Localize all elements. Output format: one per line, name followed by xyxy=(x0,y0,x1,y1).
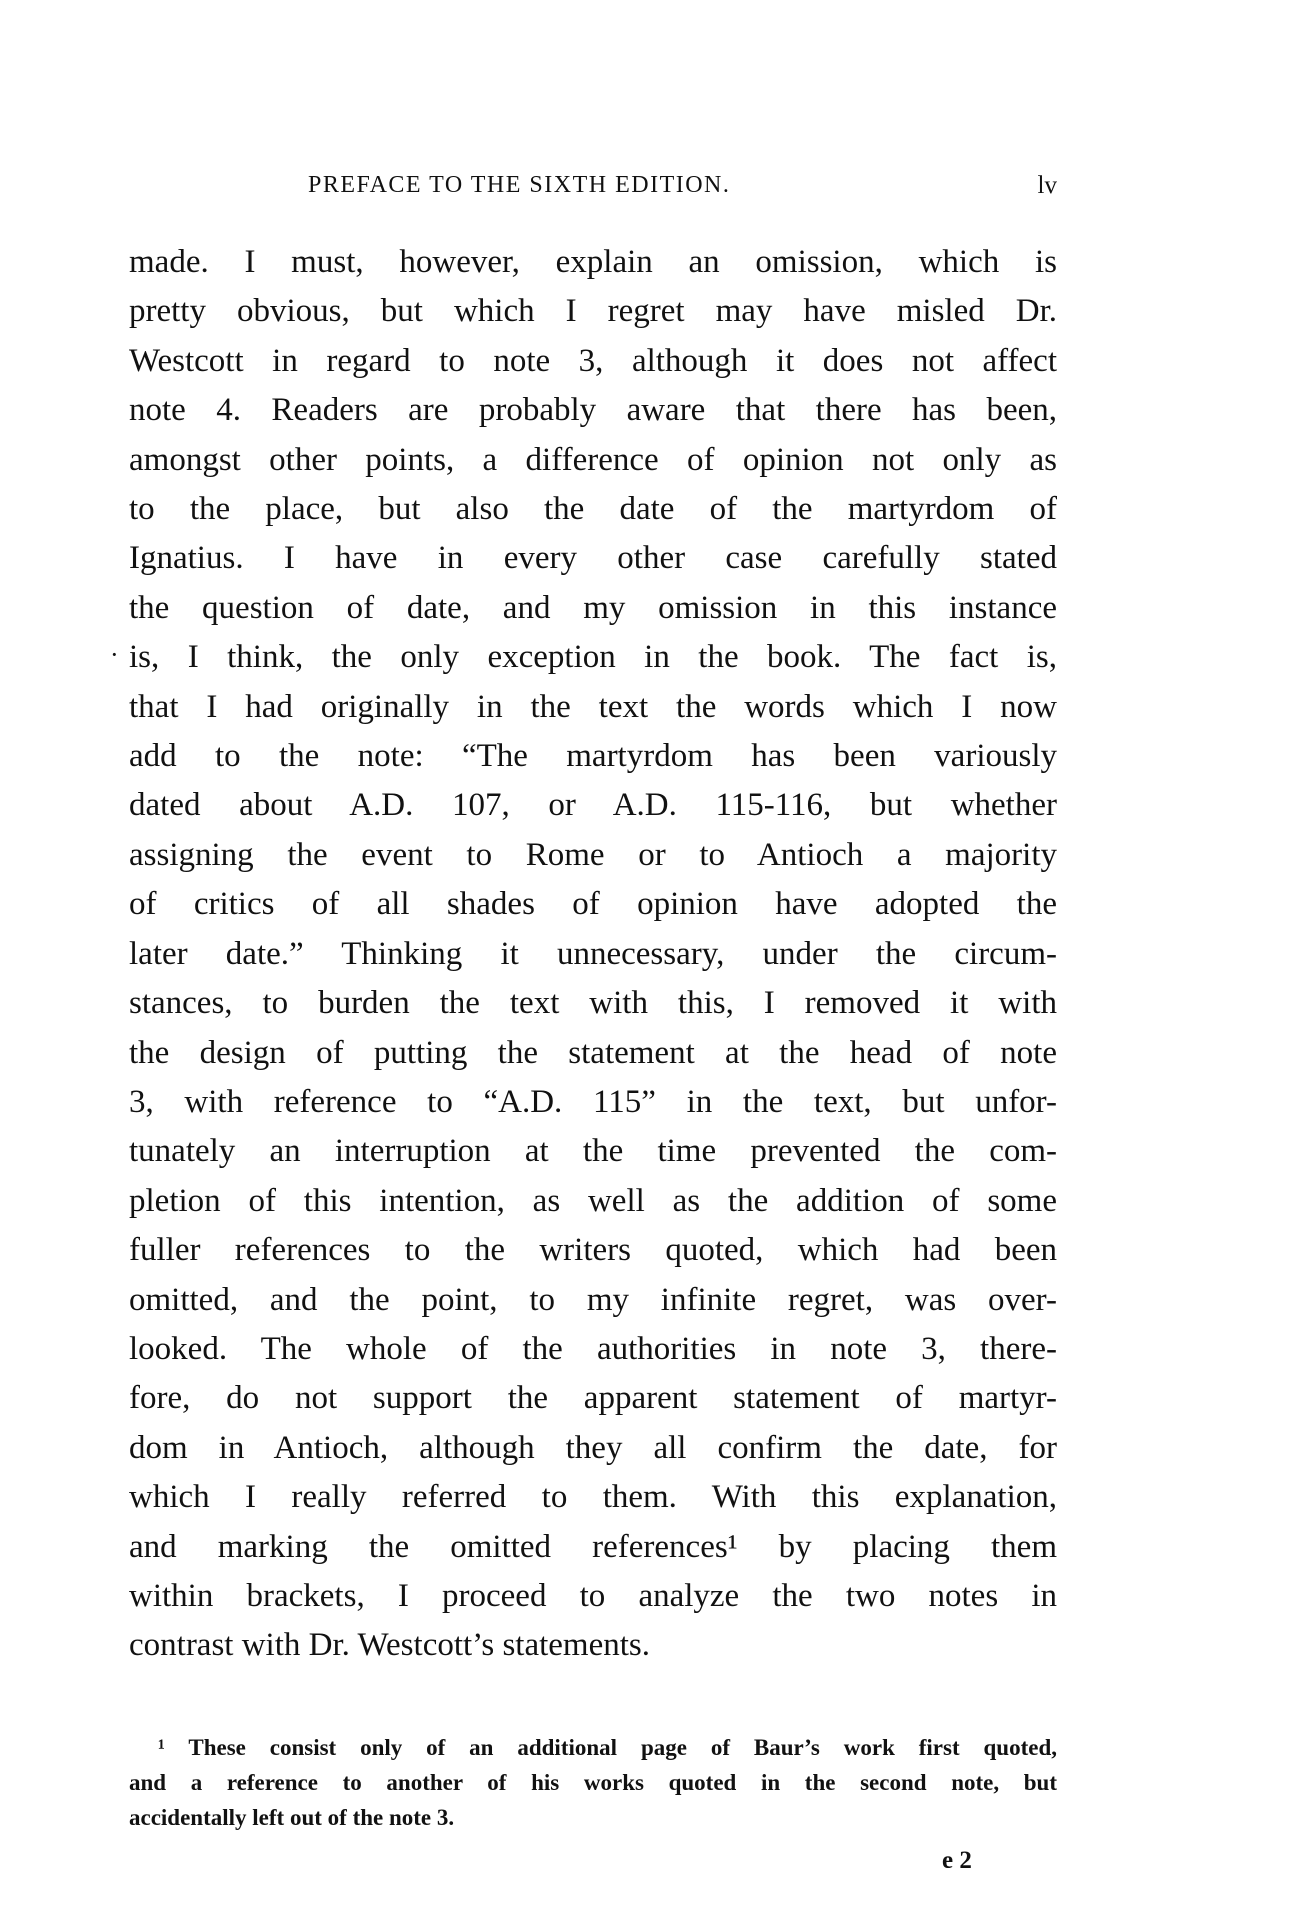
text-line: that I had originally in the text the words which I now xyxy=(129,688,1057,725)
text-line: fuller references to the writers quoted, which had been xyxy=(129,1232,1057,1269)
text-line: amongst other points, a difference of opinion not only as xyxy=(129,441,1057,478)
footnote-line: accidentally left out of the note 3. xyxy=(129,1805,455,1830)
running-header xyxy=(129,172,1057,202)
text-line: looked. The whole of the authorities in note 3, there- xyxy=(129,1330,1057,1367)
text-line: which I really referred to them. With this explanation, xyxy=(129,1479,1057,1516)
page-number: lv xyxy=(1037,172,1057,199)
text-line: later date.” Thinking it unnecessary, under the circum- xyxy=(129,935,1057,972)
text-line: the question of date, and my omission in this instance xyxy=(129,589,1057,626)
running-title: PREFACE TO THE SIXTH EDITION. xyxy=(308,172,731,198)
text-line: fore, do not support the apparent statement of martyr- xyxy=(129,1380,1057,1417)
text-line: note 4. Readers are probably aware that there has been, xyxy=(129,392,1057,429)
text-line: within brackets, I proceed to analyze the two notes in xyxy=(129,1577,1057,1614)
footnote-line: and a reference to another of his works quoted in the second note, but xyxy=(129,1770,1057,1795)
margin-mark: · xyxy=(110,640,119,669)
footnote-line: ¹ These consist only of an additional page of Baur’s work first quoted, xyxy=(158,1735,1057,1760)
text-line: omitted, and the point, to my infinite regret, was over- xyxy=(129,1281,1057,1318)
text-line: the design of putting the statement at the head of note xyxy=(129,1034,1057,1071)
text-line: stances, to burden the text with this, I removed it with xyxy=(129,985,1057,1022)
body-text xyxy=(129,238,1057,1671)
text-line: pletion of this intention, as well as the addition of some xyxy=(129,1182,1057,1219)
text-line: assigning the event to Rome or to Antioch a majority xyxy=(129,836,1057,873)
text-line: to the place, but also the date of the martyrdom of xyxy=(129,491,1057,528)
text-line: 3, with reference to “A.D. 115” in the text, but unfor- xyxy=(129,1083,1057,1120)
text-line: add to the note: “The martyrdom has been variously xyxy=(129,738,1057,775)
text-line: made. I must, however, explain an omission, which is xyxy=(129,244,1057,280)
text-line: dom in Antioch, although they all confirm the date, for xyxy=(129,1429,1057,1466)
text-line: Westcott in regard to note 3, although it does not affect xyxy=(129,342,1057,379)
text-line: dated about A.D. 107, or A.D. 115-116, but whether xyxy=(129,787,1057,824)
text-line: and marking the omitted references¹ by placing them xyxy=(129,1528,1057,1565)
text-line: tunately an interruption at the time prevented the com- xyxy=(129,1133,1057,1170)
text-line: Ignatius. I have in every other case carefully stated xyxy=(129,540,1057,577)
text-line: pretty obvious, but which I regret may have misled Dr. xyxy=(129,293,1057,330)
text-line: of critics of all shades of opinion have adopted the xyxy=(129,886,1057,923)
text-line: is, I think, the only exception in the book. The fact is, xyxy=(129,639,1057,676)
signature-mark: e 2 xyxy=(942,1847,972,1874)
text-line: contrast with Dr. Westcott’s statements. xyxy=(129,1627,650,1664)
footnotes xyxy=(129,1730,1057,1835)
